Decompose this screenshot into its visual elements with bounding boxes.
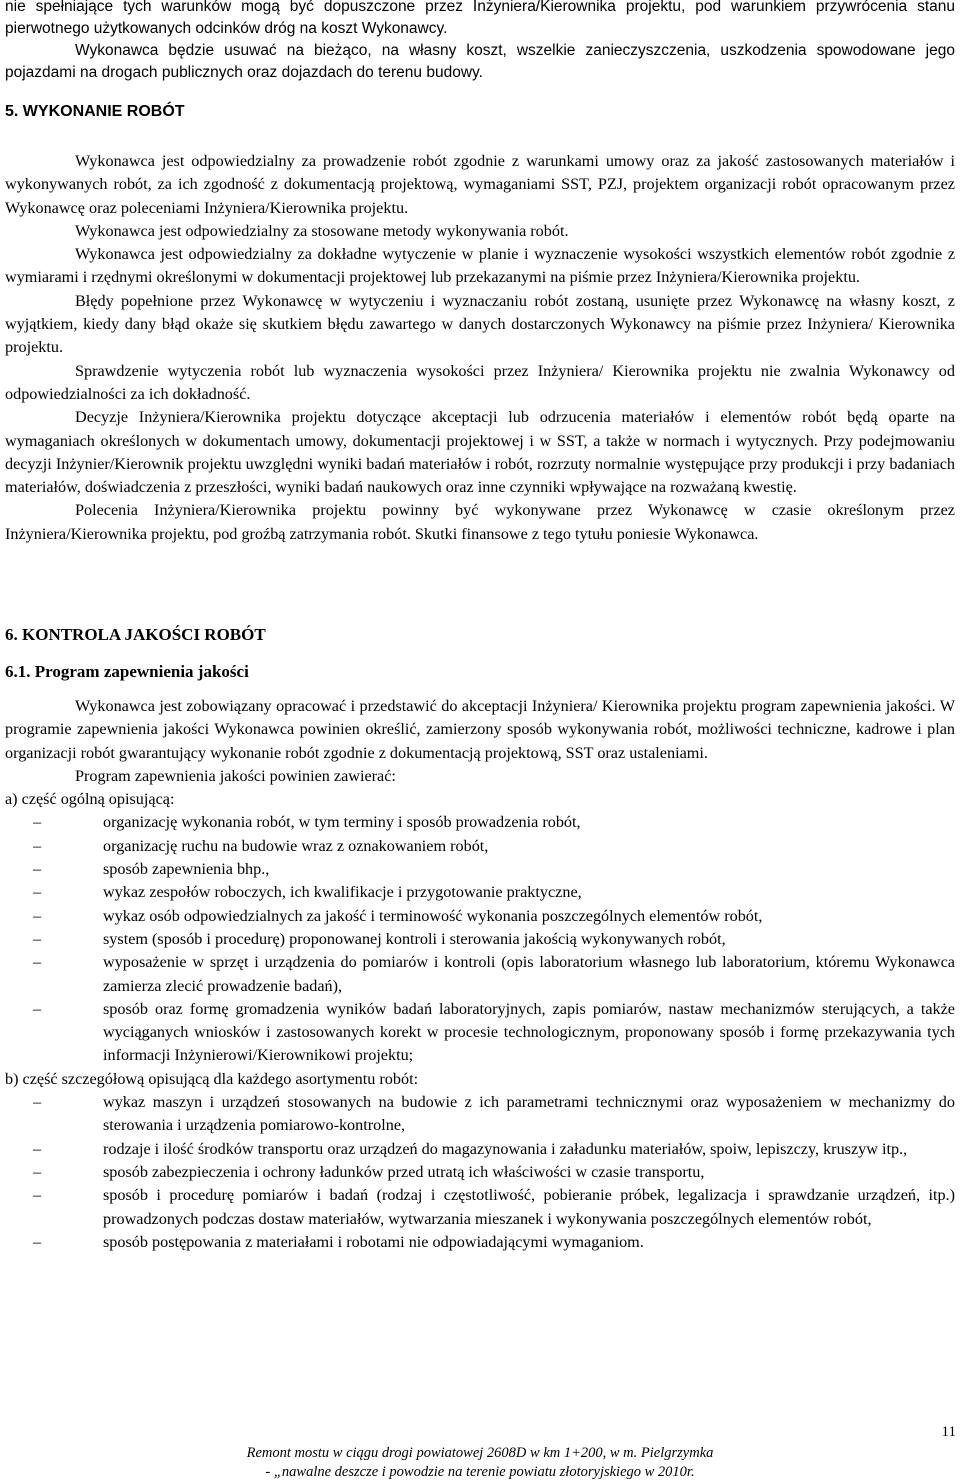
list-b: [5, 1091, 955, 1254]
section-5-paragraph: Błędy popełnione przez Wykonawcę w wytyczeniu i wyznaczaniu robót zostaną, usunięte przez Wykonawcę na własny koszt, z wyjątkiem, kiedy dany błąd okaże się skutkiem błędu zawartego w danych dostarczonych Wykonawcy na piśmie przez Inżyniera/ Kierownika projektu.: [5, 291, 955, 357]
section-6: [5, 625, 955, 645]
section-5-paragraph: Decyzje Inżyniera/Kierownika projektu dotyczące akceptacji lub odrzucenia materiałów i elementów robót będą oparte na wymaganiach określonych w dokumentach umowy, dokumentacji projektowej i w SST, a także w normach i wytycznych. Przy podejmowaniu decyzji Inżynier/Kierownik projektu uwzględni wyniki badań materiałów i robót, rozrzuty normalnie występujące przy produkcji i przy badaniach materiałów, doświadczenia z przeszłości, wyniki badań naukowych oraz inne czynniki wpływające na rozważaną kwestię.: [5, 408, 955, 497]
list-item: – wykaz zespołów roboczych, ich kwalifikacje i przygotowanie praktyczne,: [33, 883, 582, 902]
section-5-paragraph: Polecenia Inżyniera/Kierownika projektu powinny być wykonywane przez Wykonawcę w czasie określonym przez Inżyniera/Kierownika projektu, pod groźbą zatrzymania robót. Skutki finansowe z tego tytułu poniesie Wykonawca.: [5, 501, 955, 543]
list-item: – sposób zabezpieczenia i ochrony ładunków przed utratą ich właściwości w czasie transportu,: [33, 1162, 705, 1181]
section-5-body: [5, 150, 955, 546]
list-a: [5, 811, 955, 1067]
section-5-paragraph: Sprawdzenie wytyczenia robót lub wyznaczenia wysokości przez Inżyniera/ Kierownika projektu nie zwalnia Wykonawcy od odpowiedzialności za ich dokładność.: [5, 361, 955, 403]
list-item: – sposób oraz formę gromadzenia wyników badań laboratoryjnych, zapis pomiarów, nastaw mechanizmów sterujących, a także wyciąganych wniosków i zastosowanych korekt w procesie technologicznym, proponowany sposób i formę przekazywania tych informacji Inżynierowi/Kierownikowi projektu;: [33, 999, 955, 1065]
list-a-label: a) część ogólną opisującą:: [5, 790, 175, 809]
section-6-paragraph: Wykonawca jest zobowiązany opracować i przedstawić do akceptacji Inżyniera/ Kierownika projektu program zapewnienia jakości. W programie zapewnienia jakości Wykonawca powinien określić, zamierzony sposób wykonywania robót, możliwości techniczne, kadrowe i plan organizacji robót gwarantujący wykonanie robót zgodnie z dokumentacją projektową, SST oraz ustaleniami.: [5, 697, 955, 762]
list-b-label: b) część szczegółową opisującą dla każdego asortymentu robót:: [5, 1069, 419, 1088]
list-item: – organizację wykonania robót, w tym terminy i sposób prowadzenia robót,: [33, 813, 581, 832]
section-5: [5, 103, 955, 121]
section-6-body: [5, 695, 955, 1254]
list-item: – wykaz osób odpowiedzialnych za jakość i terminowość wykonania poszczególnych elementów robót,: [33, 906, 763, 925]
intro-paragraph-1: nie spełniające tych warunków mogą być dopuszczone przez Inżyniera/Kierownika projektu, pod warunkiem przywrócenia stanu pierwotnego użytkowanych odcinków dróg na koszt Wykonawcy.: [5, 0, 955, 37]
page-number: 11: [941, 1424, 956, 1440]
section-6-1: [5, 662, 955, 682]
section-5-paragraph: Wykonawca jest odpowiedzialny za prowadzenie robót zgodnie z warunkami umowy oraz za jakość zastosowanych materiałów i wykonywanych robót, za ich zgodność z dokumentacją projektową, wymaganiami SST, PZJ, projektem organizacji robót opracowanym przez Wykonawcę oraz poleceniami Inżyniera/Kierownika projektu.: [5, 152, 955, 217]
section-5-paragraph: Wykonawca jest odpowiedzialny za stosowane metody wykonywania robót.: [75, 221, 569, 240]
list-item: – wyposażenie w sprzęt i urządzenia do pomiarów i kontroli (opis laboratorium własnego lub laboratorium, któremu Wykonawca zamierza zlecić prowadzenie badań),: [33, 953, 955, 995]
intro-paragraph-2: Wykonawca będzie usuwać na bieżąco, na własny koszt, wszelkie zanieczyszczenia, uszkodzenia spowodowane jego pojazdami na drogach publicznych oraz dojazdach do terenu budowy.: [5, 42, 955, 81]
list-item: – sposób postępowania z materiałami i robotami nie odpowiadającymi wymaganiom.: [33, 1232, 644, 1251]
section-6-heading: 6. KONTROLA JAKOŚCI ROBÓT: [5, 625, 266, 644]
footer-line-1: Remont mostu w ciągu drogi powiatowej 2608D w km 1+200, w m. Pielgrzymka: [246, 1445, 714, 1461]
footer-line-2: - „nawalne deszcze i powodzie na terenie powiatu złotoryjskiego w 2010r.: [265, 1464, 695, 1480]
list-item: – sposób zapewnienia bhp.,: [33, 860, 270, 879]
section-5-heading: 5. WYKONANIE ROBÓT: [5, 103, 185, 120]
section-6-paragraph: Program zapewnienia jakości powinien zawierać:: [75, 766, 396, 785]
section-6-1-heading: 6.1. Program zapewnienia jakości: [5, 662, 249, 681]
list-item: – wykaz maszyn i urządzeń stosowanych na budowie z ich parametrami technicznymi oraz wyposażeniem w mechanizmy do sterowania i urządzenia pomiarowo-kontrolne,: [33, 1093, 955, 1135]
list-item: – system (sposób i procedurę) proponowanej kontroli i sterowania jakością wykonywanych robót,: [33, 929, 726, 948]
list-item: – organizację ruchu na budowie wraz z oznakowaniem robót,: [33, 836, 489, 855]
intro-block: [5, 0, 955, 84]
section-5-paragraph: Wykonawca jest odpowiedzialny za dokładne wytyczenie w planie i wyznaczenie wysokości wszystkich elementów robót zgodnie z wymiarami i rzędnymi określonymi w dokumentacji projektowej lub przekazanymi na piśmie przez Inżyniera/Kierownika projektu.: [5, 245, 955, 287]
list-item: – sposób i procedurę pomiarów i badań (rodzaj i częstotliwość, pobieranie próbek, legalizacja i sprawdzanie urządzeń, itp.) prowadzonych podczas dostaw materiałów, wytwarzania mieszanek i wykonywania poszczególnych elementów robót,: [33, 1186, 955, 1228]
list-item: – rodzaje i ilość środków transportu oraz urządzeń do magazynowania i załadunku materiałów, spoiw, lepiszczy, kruszyw itp.,: [33, 1139, 908, 1158]
